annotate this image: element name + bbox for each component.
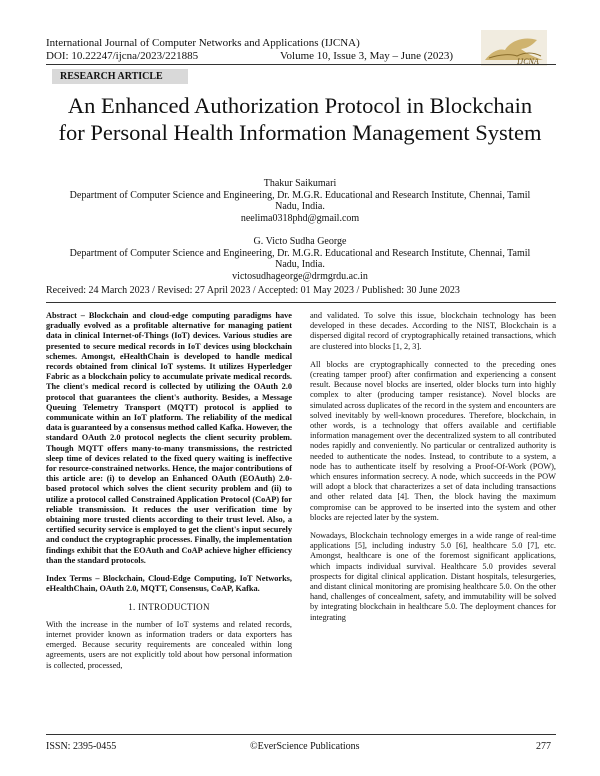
section-heading: 1. INTRODUCTION (128, 602, 210, 613)
journal-header (46, 37, 486, 63)
journal-name: International Journal of Computer Networks and Applications (IJCNA) (46, 37, 360, 49)
author-affiliation: Department of Computer Science and Engineering, Dr. M.G.R. Educational and Research Institute, Chennai, Tamil Nadu, India. (69, 189, 531, 212)
logo-text: IJCNA (517, 57, 539, 66)
body-paragraph: Nowadays, Blockchain technology emerges in a wide range of real-time applications [5], including industry 5.0 [6], healthcare 5.0 [7], etc. Amongst, healthcare is one of the foremost significant applications, which impacts individual survival. Healthcare 5.0 provides several prospects for digital clinical application. Distant hospitals, telesurgeries, and distant clinical monitoring are promising healthcare 5.0. On the other hand, challenges of concealment, safety, and immutability will be solved by integrating blockchain in healthcare 5.0. The deployment chances for integrating (310, 531, 556, 622)
author-affiliation: Department of Computer Science and Engineering, Dr. M.G.R. Educational and Research Institute, Chennai, Tamil Nadu, India. (69, 247, 531, 270)
body-paragraph: All blocks are cryptographically connected to the preceding ones (creating tamper proof) after confirmation and experiencing a consent result. Because novel blocks are inserted, older blocks turn into highly complex to alter (producing tamper resistance). Novel blocks are simulated across duplicates of the record in the system and encounters are solved inevitably by well-known procedures. Therefore, blockchain, in other words, is a technology that offers available and certifiable information management over the decentralized system to all contributed nodes rapidly and conveniently. No particular or centralized authority is needed to authenticate the nodes. Instead, to contribute to a system, a node has to authenticate itself by resolving a Proof-Of-Work (POW), which ensures information secrecy. A node, which succeeds in the POW will adopt a block that characterizes a set of data including transactions and other related data [4]. Then, the block having the maximum compromise can be approved to be inserted into the system and other blocks are rejected later by the system. (310, 359, 556, 522)
journal-logo (481, 30, 547, 66)
author-block (60, 178, 540, 282)
publication-dates: Received: 24 March 2023 / Revised: 27 April 2023 / Accepted: 01 May 2023 / Published: 30 June 2023 (46, 285, 460, 296)
index-terms: Index Terms – Blockchain, Cloud-Edge Computing, IoT Networks, eHealthChain, OAuth 2.0, MQTT, Consensus, CoAP, Kafka. (46, 574, 292, 594)
footer-divider (46, 734, 556, 735)
author-email[interactable]: neelima0318phd@gmail.com (240, 212, 360, 224)
doi-link[interactable]: DOI: 10.22247/ijcna/2023/221885 (46, 50, 199, 62)
paper-title (30, 92, 570, 146)
volume-info: Volume 10, Issue 3, May – June (2023) (280, 50, 454, 62)
author-email[interactable]: victosudhageorge@drmgrdu.ac.in (232, 270, 368, 282)
issn: ISSN: 2395-0455 (46, 741, 117, 752)
right-column (310, 311, 556, 631)
title-line-1: An Enhanced Authorization Protocol in Blockchain (67, 93, 533, 118)
intro-paragraph: With the increase in the number of IoT systems and related records, internet provider known as information traders or data exporters has emerged. Because security requirements are concealed within long agreements, users are not explicitly told about how personal information is collected, processed, (46, 619, 292, 670)
body-paragraph: and validated. To solve this issue, blockchain technology has been developed in these decades. According to the NIST, Blockchain is a dispersed digital record of cryptographically retained transactions, which are clustered into blocks [1, 2, 3]. (310, 311, 556, 351)
title-line-2: for Personal Health Information Management System (58, 120, 542, 145)
left-column (46, 311, 292, 679)
author-name: Thakur Saikumari (263, 178, 337, 189)
header-divider (46, 64, 556, 65)
article-type-badge: RESEARCH ARTICLE (52, 69, 188, 84)
dates-divider (46, 302, 556, 303)
abstract: Abstract – Blockchain and cloud-edge computing paradigms have gradually evolved as a profitable alternative for managing patient data in clinical Internet-of-Things (IoT) devices. Various studies are presented to secure medical records in IoT devices using blockchain schemes. Amongst, eHealthChain is developed to handle medical records obtained from clinical IoT systems. It utilizes Hyperledger Fabric as a blockchain policy to accumulate private medical records. The client's medical record is collected by utilizing the OAuth 2.0 protocol that guarantees the client's authority. Besides, a Message Queuing Telemetry Transport (MQTT) protocol is applied to communicate within an IoT platform. The reliability of the medical data is guaranteed by a consensus method called Kafka. However, the standard OAuth 2.0 protocol neglects the client security problem. Though MQTT offers many-to-many transmissions, the restricted sleep time of devices related to the fixed query waiting is ineffective for resource-constrained networks. Hence, the major contributions of this article are: (i) to develop an Enhanced OAuth (EOAuth) 2.0-based protocol which solves the client security problem and (ii) to utilize a protocol called Constrained Application Protocol (CoAP) for reliable transmission. It reduces the user verification time by obtaining more trusted clients according to their trust level. Also, a certified security service is employed to get the client's input securely and conduct the cryptographic processes. Finally, the implementation findings exhibit that the EOAuth and CoAP achieve higher efficiency than the standard protocols. (46, 311, 292, 565)
publisher: ©EverScience Publications (250, 741, 360, 752)
page-number: 277 (536, 741, 551, 752)
author-name: G. Victo Sudha George (253, 236, 347, 247)
